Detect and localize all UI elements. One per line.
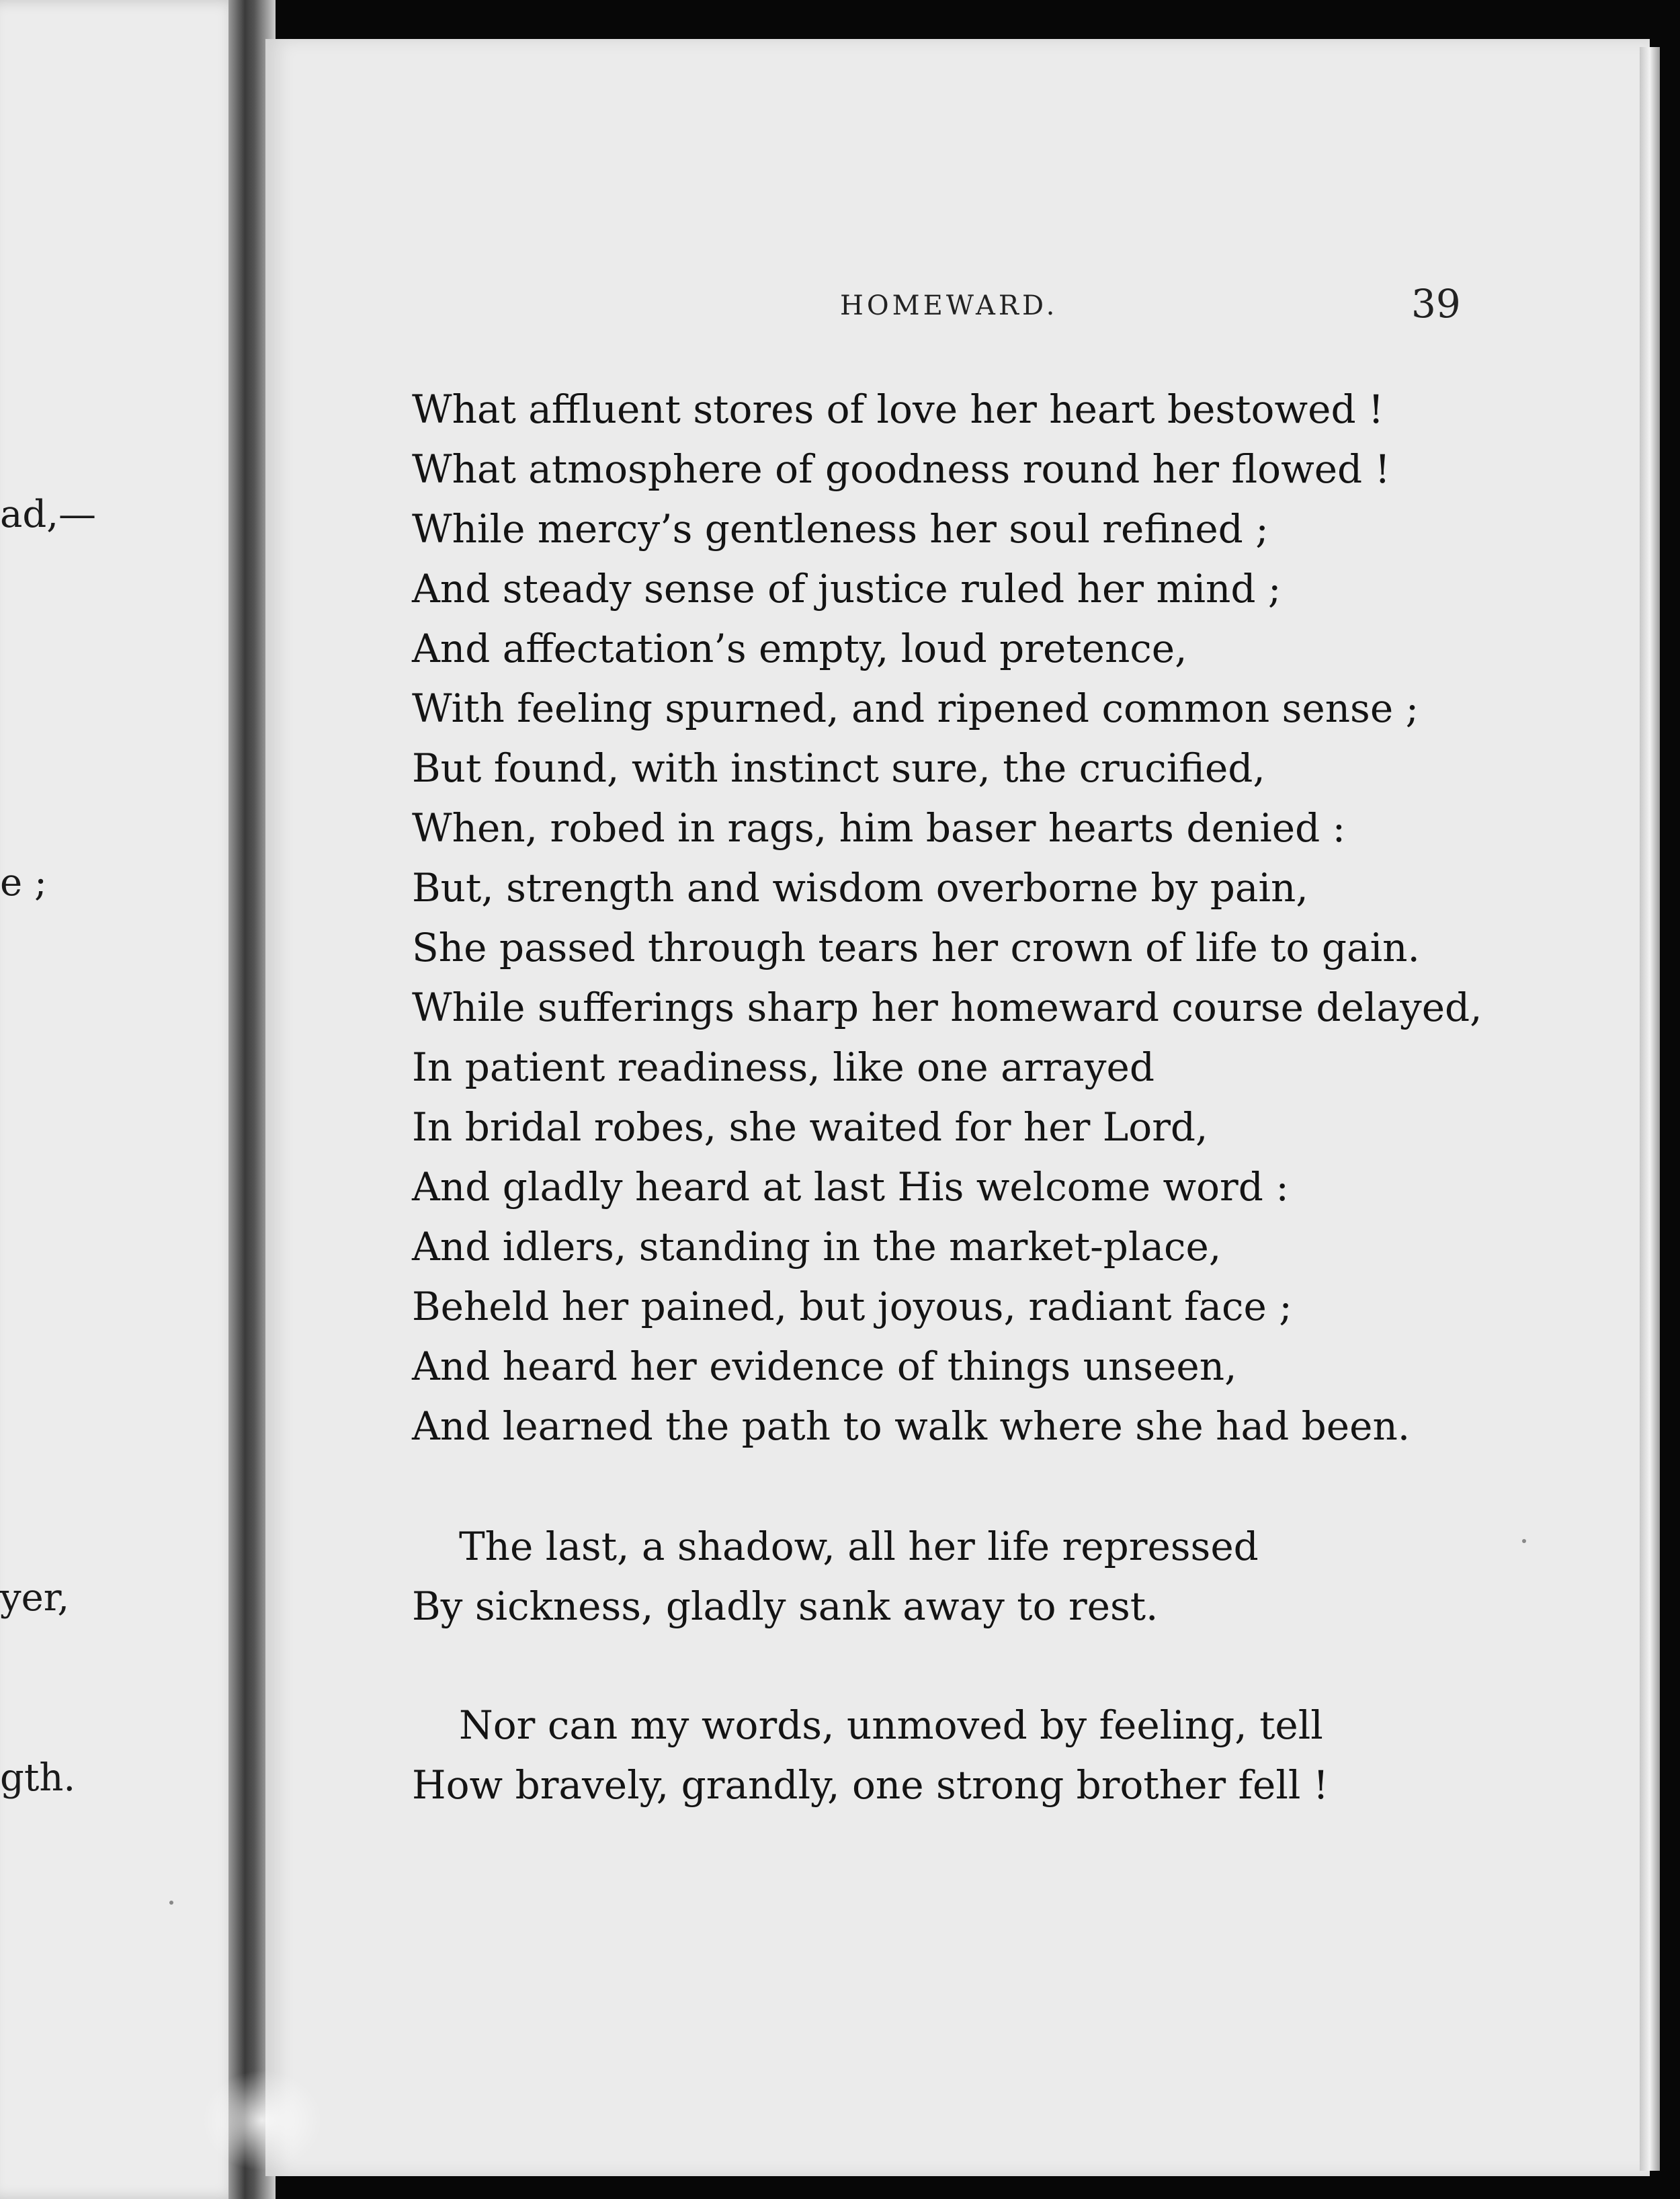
scan-speck xyxy=(1522,1539,1526,1543)
poem-line: What affluent stores of love her heart bestowed ! xyxy=(412,386,1384,432)
stanza xyxy=(412,1517,1482,1636)
poem-line: When, robed in rags, him baser hearts denied : xyxy=(412,805,1346,851)
poem-line: What atmosphere of goodness round her flowed ! xyxy=(412,446,1390,492)
left-page-fragment: e ; xyxy=(0,861,47,905)
poem-line: How bravely, grandly, one strong brother fell ! xyxy=(412,1762,1329,1808)
stanza-break xyxy=(412,1456,1482,1517)
poem-line: With feeling spurned, and ripened common sense ; xyxy=(412,686,1419,731)
left-facing-page xyxy=(0,0,242,2199)
poem-line: And steady sense of justice ruled her mind ; xyxy=(412,566,1282,612)
stanza-break xyxy=(412,1636,1482,1696)
poem-line: While mercy’s gentleness her soul refined ; xyxy=(412,506,1269,552)
poem-line: And affectation’s empty, loud pretence, xyxy=(412,626,1187,671)
stanza xyxy=(412,1696,1482,1815)
stanza xyxy=(412,380,1482,1456)
poem-text xyxy=(412,380,1482,1815)
page-number: 39 xyxy=(1411,281,1461,327)
poem-line: And idlers, standing in the market-place, xyxy=(412,1224,1222,1270)
left-page-fragment: ad,— xyxy=(0,493,97,536)
poem-line: While sufferings sharp her homeward course delayed, xyxy=(412,985,1482,1030)
poem-line: The last, a shadow, all her life repressed xyxy=(459,1524,1259,1569)
poem-line: And gladly heard at last His welcome word : xyxy=(412,1164,1289,1210)
poem-line: Nor can my words, unmoved by feeling, tell xyxy=(459,1702,1323,1748)
scan-speck xyxy=(169,1901,173,1905)
left-page-fragment: yer, xyxy=(0,1576,70,1620)
scan-smudge xyxy=(202,2070,323,2171)
poem-line: In bridal robes, she waited for her Lord, xyxy=(412,1104,1208,1150)
poem-line: But, strength and wisdom overborne by pain, xyxy=(412,865,1308,911)
running-head: HOMEWARD. xyxy=(840,290,1058,321)
left-page-fragment: gth. xyxy=(0,1756,76,1800)
poem-line: And learned the path to walk where she had been. xyxy=(412,1403,1411,1449)
page-edge xyxy=(1640,47,1660,2171)
poem-line: And heard her evidence of things unseen, xyxy=(412,1343,1237,1389)
poem-line: But found, with instinct sure, the crucified, xyxy=(412,745,1265,791)
poem-line: She passed through tears her crown of life to gain. xyxy=(412,925,1420,970)
poem-line: Beheld her pained, but joyous, radiant face ; xyxy=(412,1284,1292,1329)
poem-line: In patient readiness, like one arrayed xyxy=(412,1044,1154,1090)
poem-line: By sickness, gladly sank away to rest. xyxy=(412,1583,1159,1629)
